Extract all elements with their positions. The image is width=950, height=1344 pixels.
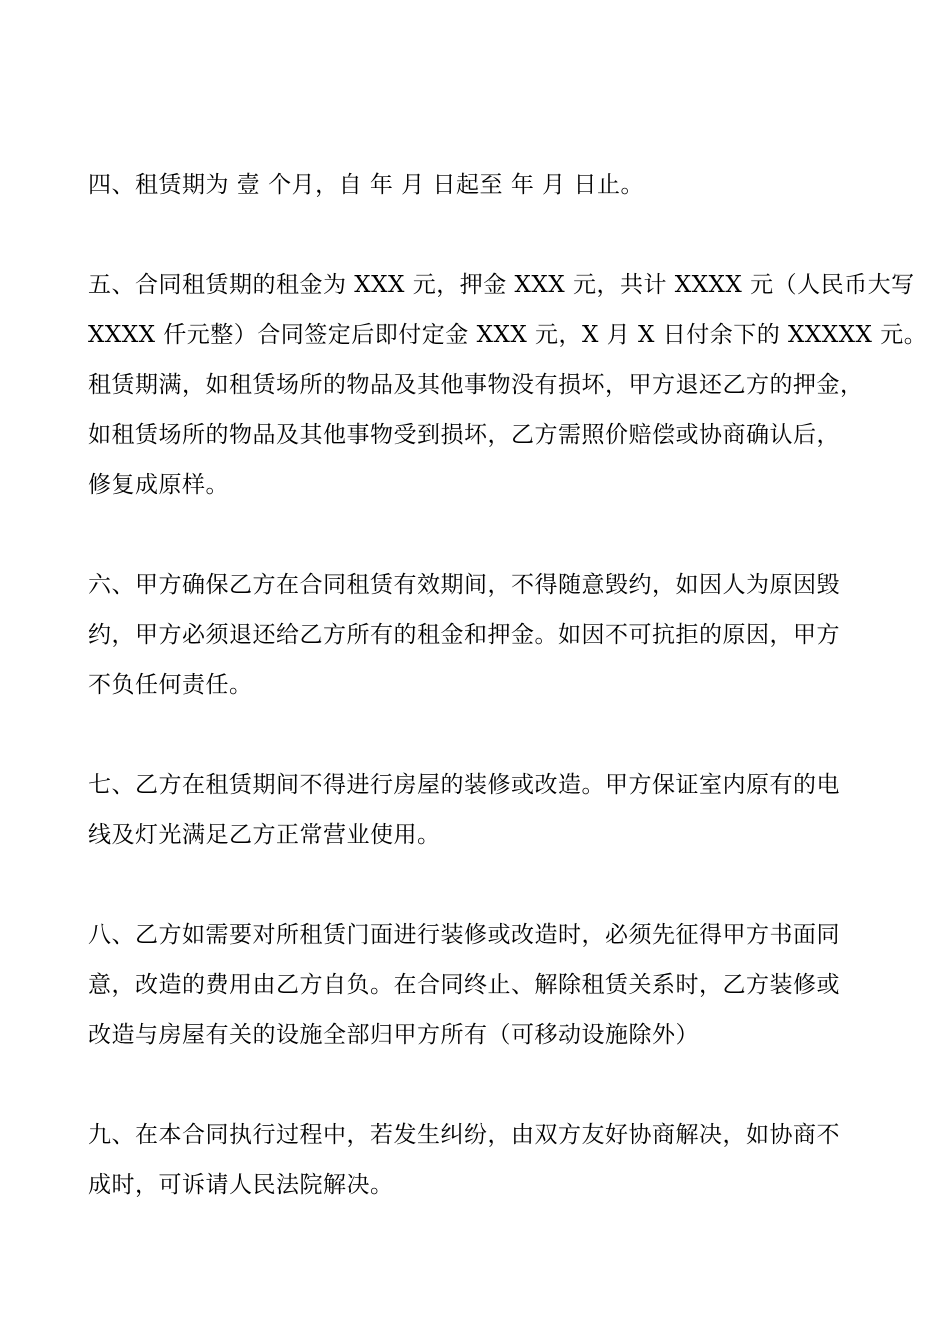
clause-line: 意，改造的费用由乙方自负。在合同终止、解除租赁关系时，乙方装修或	[88, 972, 840, 998]
clause-5-rent-and-deposit	[88, 260, 928, 510]
clause-line: 线及灯光满足乙方正常营业使用。	[88, 822, 441, 848]
clause-6-no-breach	[88, 560, 888, 710]
clause-line: 不负任何责任。	[88, 672, 253, 698]
clause-4-lease-term	[88, 160, 888, 210]
clause-line: 约，甲方必须退还给乙方所有的租金和押金。如因不可抗拒的原因，甲方	[88, 622, 840, 648]
clause-9-dispute-resolution	[88, 1110, 888, 1210]
clause-line: 修复成原样。	[88, 472, 229, 498]
clause-line: 六、甲方确保乙方在合同租赁有效期间，不得随意毁约，如因人为原因毁	[88, 572, 840, 598]
clause-line: 九、在本合同执行过程中，若发生纠纷，由双方友好协商解决，如协商不	[88, 1122, 840, 1148]
clause-7-no-renovation	[88, 760, 888, 860]
clause-line: 八、乙方如需要对所租赁门面进行装修或改造时，必须先征得甲方书面同	[88, 922, 840, 948]
clause-line: 如租赁场所的物品及其他事物受到损坏，乙方需照价赔偿或协商确认后，	[88, 422, 840, 448]
clause-line: 改造与房屋有关的设施全部归甲方所有（可移动设施除外）	[88, 1022, 699, 1048]
clause-line: 租赁期满，如租赁场所的物品及其他事物没有损坏，甲方退还乙方的押金，	[88, 372, 864, 398]
clause-line: 七、乙方在租赁期间不得进行房屋的装修或改造。甲方保证室内原有的电	[88, 772, 840, 798]
clause-line: 四、租赁期为 壹 个月，自 年 月 日起至 年 月 日止。	[88, 172, 644, 198]
clause-8-renovation-consent	[88, 910, 888, 1060]
clause-line: 五、合同租赁期的租金为 XXX 元，押金 XXX 元，共计 XXXX 元（人民币大写	[88, 272, 915, 298]
clause-line: XXXX 仟元整）合同签定后即付定金 XXX 元，X 月 X 日付余下的 XXXXX 元。	[88, 322, 928, 348]
clause-line: 成时，可诉请人民法院解决。	[88, 1172, 394, 1198]
